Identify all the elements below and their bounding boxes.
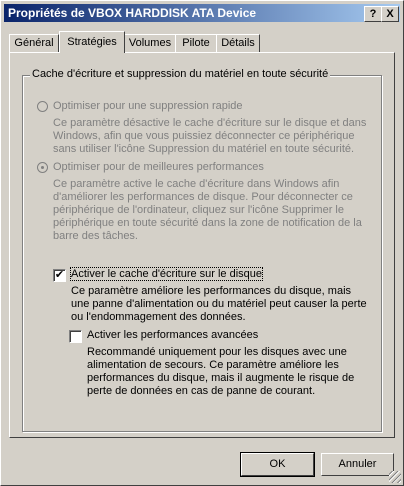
performance-description: Ce paramètre active le cache d'écriture dans Windows afin d'améliorer les performances de disque. Pour déconnecter ce périphérique de l'ordinateur, cliquez sur l'icône Supprimer le périphérique en toute sécurité dans la zone de notification de la barre des tâches. [53, 178, 362, 242]
advanced-perf-description: Recommandé uniquement pour les disques avec une alimentation de secours. Ce paramètre améliore les performances du disque, mais il augmente le risque de perte de données en cas de panne de courant. [87, 346, 355, 397]
help-button[interactable]: ? [364, 6, 382, 22]
ok-button[interactable]: OK [241, 453, 314, 476]
title-bar[interactable] [4, 4, 400, 22]
quick-removal-label[interactable]: Optimiser pour une suppression rapide [53, 100, 243, 112]
tab-driver[interactable]: Pilote [175, 34, 217, 52]
quick-removal-description: Ce paramètre désactive le cache d'écriture sur le disque et dans Windows, afin que vous puissiez déconnecter ce périphérique sans utiliser l'icône Suppression du matériel en toute sécurité. [53, 117, 367, 155]
write-cache-description: Ce paramètre améliore les performances du disque, mais une panne d'alimentation ou du matériel peut causer la perte ou l'endommagement des données. [71, 285, 367, 323]
tab-panel [9, 52, 395, 438]
performance-radio[interactable] [37, 162, 48, 173]
advanced-perf-checkbox[interactable] [69, 330, 82, 343]
advanced-perf-label[interactable]: Activer les performances avancées [87, 329, 259, 341]
write-cache-group [22, 68, 382, 432]
tab-details[interactable]: Détails [216, 34, 260, 52]
tab-general[interactable]: Général [9, 34, 59, 52]
tab-volumes[interactable]: Volumes [124, 34, 176, 52]
cancel-button[interactable]: Annuler [321, 453, 394, 476]
close-button[interactable]: X [381, 6, 399, 22]
window-title: Propriétés de VBOX HARDDISK ATA Device [8, 6, 257, 20]
write-cache-checkbox[interactable]: ✔ [54, 269, 65, 281]
write-cache-label[interactable]: Activer le cache d'écriture sur le disque [71, 268, 263, 280]
tab-strategies[interactable]: Stratégies [59, 31, 125, 53]
quick-removal-radio[interactable] [37, 101, 48, 112]
resize-grip-icon[interactable] [389, 471, 401, 483]
group-label: Cache d'écriture et suppression du matériel en toute sécurité [32, 68, 329, 80]
performance-label[interactable]: Optimiser pour de meilleures performances [53, 161, 264, 173]
